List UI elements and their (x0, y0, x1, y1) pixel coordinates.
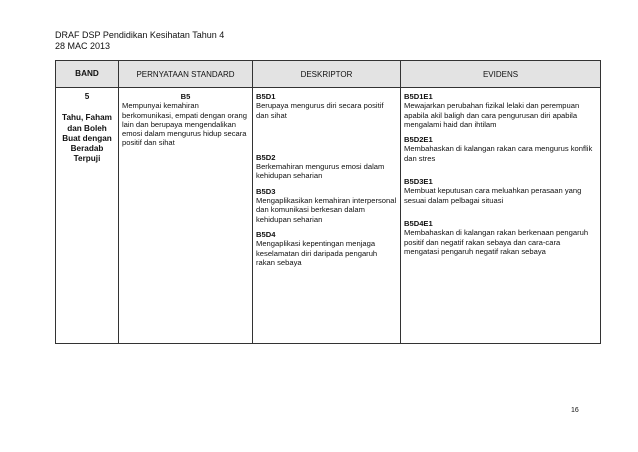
evidence-item (404, 177, 597, 205)
descriptor-text: Mengaplikasi kepentingan menjaga keselamatan diri daripada pengaruh rakan sebaya (256, 239, 378, 267)
descriptor-code: B5D1 (256, 92, 276, 101)
descriptor-text: Berkemahiran mengurus emosi dalam kehidupan seharian (256, 162, 385, 181)
col-header-evidence: EVIDENS (401, 61, 601, 88)
descriptor-code: B5D4 (256, 229, 276, 239)
descriptor-item (256, 230, 397, 267)
table-header-row (56, 61, 601, 88)
evidence-code: B5D3E1 (404, 177, 433, 187)
standard-code: B5 (180, 92, 191, 101)
evidence-item (404, 219, 597, 256)
evidence-text: Membuat keputusan cara meluahkan perasaan yang sesuai dalam pelbagai situasi (404, 186, 582, 205)
descriptor-code: B5D3 (256, 186, 276, 196)
descriptor-item (256, 187, 397, 224)
descriptor-item (256, 153, 397, 181)
band-level: 5 (84, 92, 90, 101)
evidence-code: B5D1E1 (404, 92, 433, 101)
band-description: Tahu, Faham dan Boleh Buat dengan Beradab Terpuji (62, 113, 112, 164)
standard-text: Mempunyai kemahiran berkomunikasi, empati dengan orang lain dan berupaya mengendalikan emosi dalam mengurus hidup secara positif dan sihat (122, 101, 247, 148)
band-table (55, 60, 601, 344)
col-header-standard: PERNYATAAN STANDARD (119, 61, 253, 88)
evidence-code: B5D2E1 (404, 135, 433, 145)
evidence-text: Mewajarkan perubahan fizikal lelaki dan perempuan apabila akil baligh dan cara pengurusan diri apabila mengalami haid dan ihtilam (404, 101, 580, 129)
evidence-cell (401, 88, 601, 344)
evidence-item (404, 92, 597, 129)
evidence-text: Membahaskan di kalangan rakan cara mengurus konflik dan stres (404, 144, 593, 163)
descriptor-item (256, 92, 397, 120)
col-header-band: BAND (56, 61, 119, 88)
page-number: 16 (571, 407, 579, 414)
table-row (56, 88, 601, 344)
document-date: 28 MAC 2013 (55, 41, 111, 51)
descriptor-text: Mengaplikasikan kemahiran interpersonal dan komunikasi berkesan dalam kehidupan seharian (256, 196, 397, 224)
descriptor-code: B5D2 (256, 152, 276, 162)
evidence-text: Membahaskan di kalangan rakan berkenaan pengaruh positif dan negatif rakan sebaya dan cara-cara mengatasi pengaruh negatif rakan sebaya (404, 228, 589, 256)
standard-cell (119, 88, 253, 344)
descriptor-text: Berupaya mengurus diri secara positif dan sihat (256, 101, 384, 120)
evidence-code: B5D4E1 (404, 218, 433, 228)
evidence-item (404, 135, 597, 163)
col-header-descriptor: DESKRIPTOR (253, 61, 401, 88)
descriptor-cell (253, 88, 401, 344)
band-cell (56, 88, 119, 344)
document-title: DRAF DSP Pendidikan Kesihatan Tahun 4 (55, 30, 225, 40)
